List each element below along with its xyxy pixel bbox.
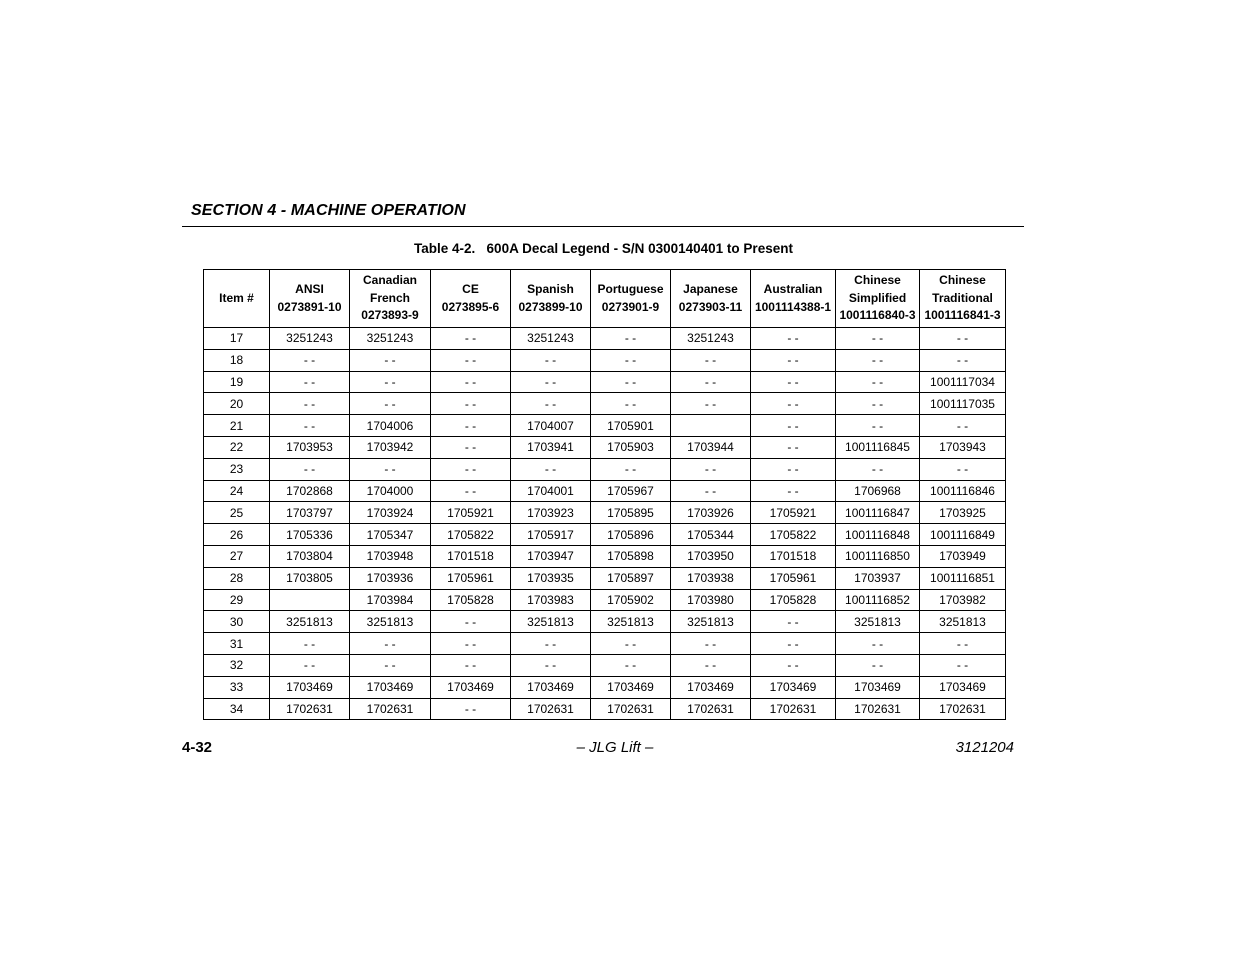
decal-number-cell: 1705917 bbox=[511, 524, 591, 546]
decal-number-cell: - - bbox=[751, 415, 836, 437]
decal-number-cell: - - bbox=[836, 654, 920, 676]
decal-number-cell: - - bbox=[836, 458, 920, 480]
decal-number-cell: - - bbox=[431, 371, 511, 393]
table-row bbox=[204, 436, 1006, 458]
table-row bbox=[204, 349, 1006, 371]
decal-number-cell: 1703469 bbox=[920, 676, 1006, 698]
decal-number-cell: 1703469 bbox=[511, 676, 591, 698]
decal-number-cell: - - bbox=[350, 349, 431, 371]
decal-number-cell: - - bbox=[270, 415, 350, 437]
column-header-line: Portuguese bbox=[597, 282, 664, 296]
document-number: 3121204 bbox=[955, 739, 1014, 756]
decal-number-cell: 1705898 bbox=[591, 545, 671, 567]
table-row bbox=[204, 502, 1006, 524]
column-header-line: 0273893-9 bbox=[361, 308, 419, 323]
item-number-cell: 18 bbox=[204, 349, 270, 371]
decal-number-cell: - - bbox=[591, 654, 671, 676]
decal-number-cell: 1705336 bbox=[270, 524, 350, 546]
decal-number-cell: 1703935 bbox=[511, 567, 591, 589]
decal-number-cell: 1703469 bbox=[671, 676, 751, 698]
decal-number-cell: 1703469 bbox=[270, 676, 350, 698]
item-number-cell: 31 bbox=[204, 633, 270, 655]
decal-number-cell: 1001116852 bbox=[836, 589, 920, 611]
decal-number-cell: 1705902 bbox=[591, 589, 671, 611]
table-header-row bbox=[204, 270, 1006, 328]
decal-number-cell: 1702631 bbox=[270, 698, 350, 720]
decal-number-cell: 1706968 bbox=[836, 480, 920, 502]
decal-number-cell: - - bbox=[836, 415, 920, 437]
decal-number-cell: - - bbox=[836, 393, 920, 415]
table-row bbox=[204, 567, 1006, 589]
decal-number-cell: 1703804 bbox=[270, 545, 350, 567]
item-number-cell: 20 bbox=[204, 393, 270, 415]
decal-number-cell: - - bbox=[671, 633, 751, 655]
decal-number-cell: - - bbox=[511, 633, 591, 655]
decal-number-cell: 3251813 bbox=[836, 611, 920, 633]
decal-number-cell: 1703926 bbox=[671, 502, 751, 524]
item-number-cell: 33 bbox=[204, 676, 270, 698]
decal-number-cell: 1703947 bbox=[511, 545, 591, 567]
column-header bbox=[431, 270, 511, 328]
decal-number-cell: - - bbox=[591, 393, 671, 415]
decal-number-cell: 1705828 bbox=[751, 589, 836, 611]
item-number-cell: 29 bbox=[204, 589, 270, 611]
table-row bbox=[204, 371, 1006, 393]
table-row bbox=[204, 654, 1006, 676]
column-header-line: 0273901-9 bbox=[601, 299, 660, 314]
table-row bbox=[204, 698, 1006, 720]
decal-number-cell: 1703950 bbox=[671, 545, 751, 567]
item-number-cell: 23 bbox=[204, 458, 270, 480]
decal-number-cell: - - bbox=[836, 371, 920, 393]
decal-number-cell: - - bbox=[591, 633, 671, 655]
table-row bbox=[204, 676, 1006, 698]
decal-number-cell: - - bbox=[920, 654, 1006, 676]
table-caption: Table 4-2. 600A Decal Legend - S/N 0300140401 to Present bbox=[414, 241, 793, 256]
decal-number-cell: - - bbox=[431, 611, 511, 633]
decal-number-cell: 1703943 bbox=[920, 436, 1006, 458]
decal-number-cell: - - bbox=[431, 415, 511, 437]
item-number-cell: 17 bbox=[204, 328, 270, 350]
table-header bbox=[204, 270, 1006, 328]
decal-number-cell: 1703938 bbox=[671, 567, 751, 589]
decal-number-cell: - - bbox=[350, 393, 431, 415]
decal-legend-table bbox=[203, 269, 1006, 720]
column-header-line: 0273899-10 bbox=[518, 299, 583, 314]
decal-number-cell: - - bbox=[431, 349, 511, 371]
decal-number-cell: 1705897 bbox=[591, 567, 671, 589]
column-header-line: 0273895-6 bbox=[441, 299, 500, 314]
item-number-cell: 32 bbox=[204, 654, 270, 676]
table-row bbox=[204, 589, 1006, 611]
decal-number-cell: 1703797 bbox=[270, 502, 350, 524]
decal-number-cell: 1001116849 bbox=[920, 524, 1006, 546]
column-header-line: ANSI bbox=[295, 282, 324, 296]
decal-number-cell: - - bbox=[511, 371, 591, 393]
decal-number-cell: 1703941 bbox=[511, 436, 591, 458]
decal-number-cell: 3251813 bbox=[270, 611, 350, 633]
decal-number-cell: - - bbox=[671, 349, 751, 371]
decal-number-cell: 1001116851 bbox=[920, 567, 1006, 589]
decal-number-cell: - - bbox=[836, 328, 920, 350]
decal-number-cell: - - bbox=[751, 436, 836, 458]
decal-number-cell: - - bbox=[671, 480, 751, 502]
decal-number-cell: 1703936 bbox=[350, 567, 431, 589]
decal-number-cell: 1001117034 bbox=[920, 371, 1006, 393]
decal-number-cell: - - bbox=[431, 698, 511, 720]
decal-number-cell: 3251243 bbox=[511, 328, 591, 350]
decal-number-cell: 3251243 bbox=[671, 328, 751, 350]
decal-number-cell: 1702631 bbox=[920, 698, 1006, 720]
decal-number-cell: 1705961 bbox=[751, 567, 836, 589]
decal-number-cell: 1703937 bbox=[836, 567, 920, 589]
decal-number-cell: 1705921 bbox=[751, 502, 836, 524]
decal-number-cell bbox=[270, 589, 350, 611]
decal-number-cell: 1704001 bbox=[511, 480, 591, 502]
decal-number-cell: 1703469 bbox=[836, 676, 920, 698]
decal-number-cell: - - bbox=[591, 328, 671, 350]
decal-number-cell: 1703469 bbox=[751, 676, 836, 698]
column-header bbox=[270, 270, 350, 328]
column-header bbox=[920, 270, 1006, 328]
decal-number-cell: - - bbox=[270, 349, 350, 371]
decal-number-cell: 1704006 bbox=[350, 415, 431, 437]
column-header-line: 0273903-11 bbox=[678, 299, 743, 314]
item-number-cell: 22 bbox=[204, 436, 270, 458]
column-header bbox=[511, 270, 591, 328]
decal-number-cell: - - bbox=[270, 371, 350, 393]
table-row bbox=[204, 545, 1006, 567]
decal-number-cell: 1703925 bbox=[920, 502, 1006, 524]
decal-number-cell: 1703982 bbox=[920, 589, 1006, 611]
decal-number-cell: - - bbox=[431, 633, 511, 655]
column-header-line: Chinese bbox=[854, 273, 901, 288]
column-header-line: Australian bbox=[763, 282, 823, 296]
decal-number-cell: - - bbox=[591, 349, 671, 371]
table-row bbox=[204, 458, 1006, 480]
column-header-line: Traditional bbox=[932, 290, 993, 305]
decal-number-cell: 1705895 bbox=[591, 502, 671, 524]
decal-number-cell: - - bbox=[270, 393, 350, 415]
decal-number-cell: 3251813 bbox=[350, 611, 431, 633]
decal-number-cell: 1702631 bbox=[591, 698, 671, 720]
column-header-line: 1001114388-1 bbox=[754, 299, 832, 314]
decal-number-cell: - - bbox=[920, 328, 1006, 350]
decal-number-cell: 3251813 bbox=[920, 611, 1006, 633]
decal-number-cell: - - bbox=[751, 611, 836, 633]
decal-number-cell: 1703983 bbox=[511, 589, 591, 611]
column-header bbox=[836, 270, 920, 328]
decal-number-cell: 1705344 bbox=[671, 524, 751, 546]
decal-number-cell: - - bbox=[431, 393, 511, 415]
decal-number-cell: 1704000 bbox=[350, 480, 431, 502]
column-header-line: Spanish bbox=[527, 282, 574, 296]
item-number-cell: 19 bbox=[204, 371, 270, 393]
decal-number-cell: - - bbox=[671, 371, 751, 393]
column-header bbox=[591, 270, 671, 328]
decal-number-cell: 1703949 bbox=[920, 545, 1006, 567]
decal-number-cell: - - bbox=[511, 349, 591, 371]
decal-number-cell: - - bbox=[751, 393, 836, 415]
column-header-line: Canadian bbox=[362, 273, 417, 288]
table-row bbox=[204, 633, 1006, 655]
item-number-cell: 26 bbox=[204, 524, 270, 546]
decal-number-cell: 3251813 bbox=[511, 611, 591, 633]
decal-number-cell: 1703948 bbox=[350, 545, 431, 567]
decal-number-cell: - - bbox=[511, 393, 591, 415]
decal-number-cell: - - bbox=[920, 458, 1006, 480]
decal-number-cell: 1703469 bbox=[431, 676, 511, 698]
decal-number-cell: - - bbox=[350, 633, 431, 655]
decal-number-cell: - - bbox=[751, 328, 836, 350]
decal-number-cell: 1702631 bbox=[350, 698, 431, 720]
item-number-cell: 34 bbox=[204, 698, 270, 720]
column-header bbox=[671, 270, 751, 328]
table-row bbox=[204, 415, 1006, 437]
column-header-line: Simplified bbox=[848, 290, 907, 305]
decal-number-cell: 1705896 bbox=[591, 524, 671, 546]
table-row bbox=[204, 328, 1006, 350]
decal-number-cell: 1704007 bbox=[511, 415, 591, 437]
decal-number-cell: 1001116847 bbox=[836, 502, 920, 524]
decal-number-cell: - - bbox=[431, 458, 511, 480]
item-number-cell: 24 bbox=[204, 480, 270, 502]
decal-number-cell: - - bbox=[671, 458, 751, 480]
item-number-cell: 28 bbox=[204, 567, 270, 589]
decal-number-cell: 3251243 bbox=[350, 328, 431, 350]
decal-number-cell: - - bbox=[270, 654, 350, 676]
decal-number-cell: 1702631 bbox=[751, 698, 836, 720]
decal-number-cell: 1705822 bbox=[431, 524, 511, 546]
decal-number-cell: - - bbox=[920, 633, 1006, 655]
decal-number-cell: 1703469 bbox=[591, 676, 671, 698]
decal-number-cell: - - bbox=[431, 480, 511, 502]
column-header-line: 1001116840-3 bbox=[839, 308, 916, 323]
item-number-cell: 30 bbox=[204, 611, 270, 633]
decal-number-cell: 1705347 bbox=[350, 524, 431, 546]
decal-number-cell: - - bbox=[511, 458, 591, 480]
decal-number-cell: 1705822 bbox=[751, 524, 836, 546]
decal-number-cell: 1703924 bbox=[350, 502, 431, 524]
item-number-cell: 25 bbox=[204, 502, 270, 524]
decal-number-cell: - - bbox=[836, 349, 920, 371]
column-header-line: CE bbox=[462, 282, 479, 296]
decal-number-cell: - - bbox=[751, 349, 836, 371]
decal-number-cell: 1705828 bbox=[431, 589, 511, 611]
decal-number-cell: 1001116845 bbox=[836, 436, 920, 458]
decal-number-cell: - - bbox=[751, 371, 836, 393]
column-header-line: French bbox=[369, 290, 410, 305]
decal-number-cell: 1001116848 bbox=[836, 524, 920, 546]
decal-number-cell: - - bbox=[751, 458, 836, 480]
decal-number-cell: - - bbox=[751, 480, 836, 502]
decal-number-cell: - - bbox=[836, 633, 920, 655]
table-row bbox=[204, 480, 1006, 502]
column-header-line: 0273891-10 bbox=[277, 299, 342, 314]
decal-number-cell: 1702631 bbox=[511, 698, 591, 720]
decal-number-cell: 1703984 bbox=[350, 589, 431, 611]
decal-number-cell: - - bbox=[920, 349, 1006, 371]
decal-number-cell: 1705967 bbox=[591, 480, 671, 502]
decal-number-cell: 1001117035 bbox=[920, 393, 1006, 415]
decal-number-cell: 1702868 bbox=[270, 480, 350, 502]
decal-number-cell: - - bbox=[350, 371, 431, 393]
decal-number-cell: - - bbox=[591, 458, 671, 480]
decal-number-cell: - - bbox=[431, 328, 511, 350]
footer-brand: – JLG Lift – bbox=[576, 739, 654, 756]
column-header bbox=[350, 270, 431, 328]
table-row bbox=[204, 611, 1006, 633]
decal-number-cell: - - bbox=[431, 654, 511, 676]
decal-number-cell: - - bbox=[350, 654, 431, 676]
header-rule bbox=[182, 226, 1024, 227]
decal-number-cell bbox=[671, 415, 751, 437]
decal-number-cell: - - bbox=[591, 371, 671, 393]
decal-number-cell: - - bbox=[270, 458, 350, 480]
decal-number-cell: 1703469 bbox=[350, 676, 431, 698]
decal-number-cell: 1703944 bbox=[671, 436, 751, 458]
decal-number-cell: 1703953 bbox=[270, 436, 350, 458]
decal-number-cell: 3251813 bbox=[591, 611, 671, 633]
decal-number-cell: - - bbox=[671, 654, 751, 676]
decal-number-cell: - - bbox=[431, 436, 511, 458]
table-body bbox=[204, 328, 1006, 720]
decal-number-cell: 1701518 bbox=[751, 545, 836, 567]
item-number-cell: 27 bbox=[204, 545, 270, 567]
section-title: SECTION 4 - MACHINE OPERATION bbox=[191, 202, 466, 219]
page-number: 4-32 bbox=[182, 739, 213, 756]
decal-number-cell: 1702631 bbox=[671, 698, 751, 720]
decal-number-cell: 1001116846 bbox=[920, 480, 1006, 502]
column-header-line: Item # bbox=[219, 290, 254, 305]
column-header-line: Chinese bbox=[939, 273, 986, 288]
decal-number-cell: 1703923 bbox=[511, 502, 591, 524]
decal-number-cell: 1703942 bbox=[350, 436, 431, 458]
decal-number-cell: 1001116850 bbox=[836, 545, 920, 567]
decal-number-cell: 1705921 bbox=[431, 502, 511, 524]
decal-number-cell: 3251813 bbox=[671, 611, 751, 633]
column-header bbox=[751, 270, 836, 328]
column-header bbox=[204, 270, 270, 328]
column-header-line: 1001116841-3 bbox=[924, 308, 1001, 323]
decal-number-cell: - - bbox=[920, 415, 1006, 437]
table-row bbox=[204, 524, 1006, 546]
column-header-line: Japanese bbox=[683, 282, 738, 296]
decal-number-cell: 1705901 bbox=[591, 415, 671, 437]
decal-number-cell: - - bbox=[751, 654, 836, 676]
decal-number-cell: 1703805 bbox=[270, 567, 350, 589]
decal-number-cell: - - bbox=[270, 633, 350, 655]
decal-number-cell: 1705961 bbox=[431, 567, 511, 589]
decal-number-cell: 1701518 bbox=[431, 545, 511, 567]
decal-number-cell: - - bbox=[350, 458, 431, 480]
item-number-cell: 21 bbox=[204, 415, 270, 437]
decal-number-cell: 1705903 bbox=[591, 436, 671, 458]
decal-number-cell: - - bbox=[671, 393, 751, 415]
decal-number-cell: - - bbox=[751, 633, 836, 655]
decal-number-cell: 1702631 bbox=[836, 698, 920, 720]
decal-number-cell: 3251243 bbox=[270, 328, 350, 350]
table-row bbox=[204, 393, 1006, 415]
decal-number-cell: - - bbox=[511, 654, 591, 676]
decal-number-cell: 1703980 bbox=[671, 589, 751, 611]
